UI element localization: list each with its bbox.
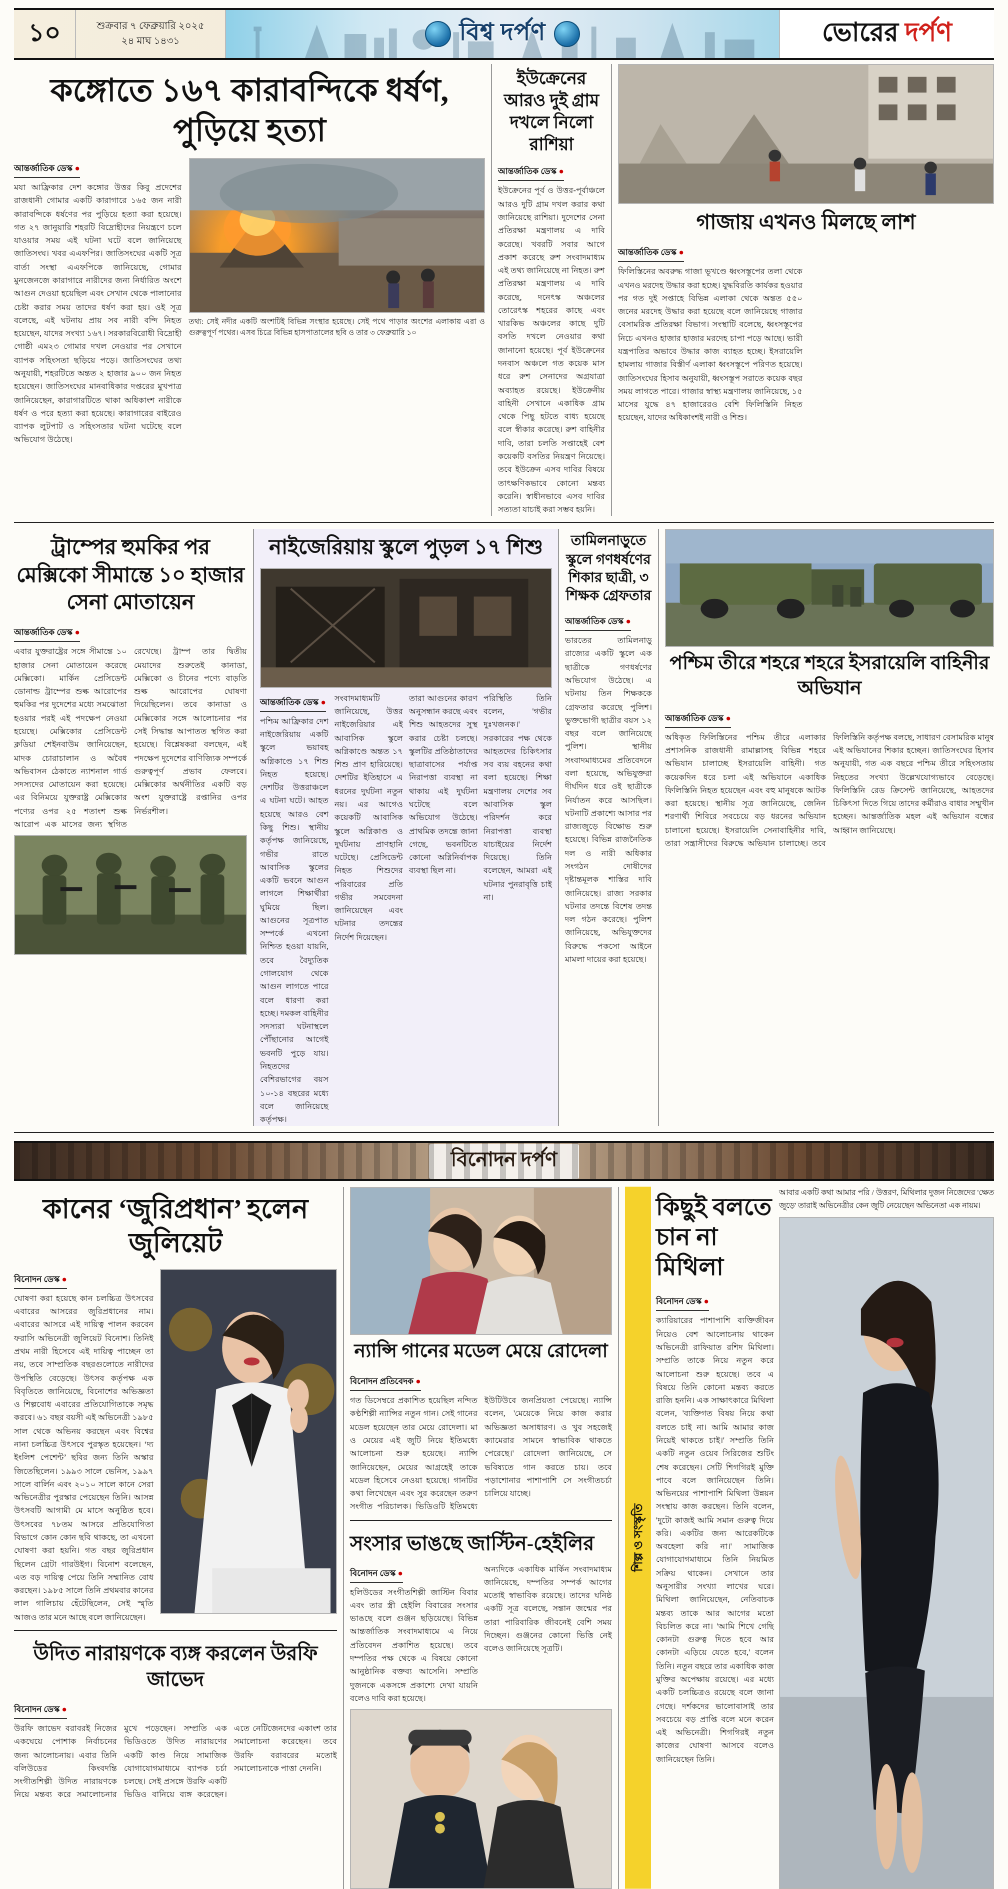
udit-story — [14, 1630, 337, 1802]
tamilnadu-body: ভারতের তামিলনাড়ু রাজ্যের একটি স্কুলে এক ছাত্রীকে গণধর্ষণের অভিযোগ উঠেছে। এ ঘটনায় তিন শিক্ষককে গ্রেফতার করেছে পুলিশ। ভুক্তভোগী ছাত্রীর বয়স ১২ বছর বলে জানিয়েছে পুলিশ। স্থানীয় সংবাদমাধ্যমের প্রতিবেদনে বলা হয়েছে, অভিযুক্তরা দীর্ঘদিন ধরে ওই ছাত্রীকে নির্যাতন করে আসছিল। ঘটনাটি প্রকাশ্যে আসার পর রাজ্যজুড়ে বিক্ষোভ শুরু হয়েছে। বিভিন্ন রাজনৈতিক দল ও নারী অধিকার সংগঠন দোষীদের দৃষ্টান্তমূলক শাস্তির দাবি জানিয়েছে। রাজ্য সরকার ঘটনার তদন্তে বিশেষ তদন্ত দল গঠন করেছে। পুলিশ জানিয়েছে, অভিযুক্তদের বিরুদ্ধে পকসো আইনে মামলা দায়ের করা হয়েছে। — [565, 636, 652, 964]
entertainment-banner — [14, 1141, 994, 1181]
nancy-headline: ন্যান্সি গানের মডেল মেয়ে রোদেলা — [354, 1341, 608, 1363]
udit-byline: বিনোদন ডেস্ক ● — [14, 1703, 67, 1719]
nancy-byline: বিনোদন প্রতিবেদক ● — [350, 1375, 421, 1391]
ukraine-headline: ইউক্রেনের আরও দুই গ্রাম দখলে নিলো রাশিয়া — [503, 69, 600, 155]
juliette-binoche-photo — [160, 1269, 337, 1614]
date-bengali: ২৪ মাঘ ১৪৩১ — [121, 36, 180, 47]
westbank-headline: পশ্চিম তীরে শহরে শহরে ইসরায়েলি বাহিনীর অভিযান — [669, 653, 990, 700]
nancy-story — [344, 1187, 619, 1889]
tamilnadu-byline: আন্তর্জাতিক ডেস্ক ● — [565, 615, 631, 631]
entertainment-row — [14, 1187, 994, 1889]
gaza-body: ফিলিস্তিনের অবরুদ্ধ গাজা ভূখণ্ডে ধ্বংসস্তূপের তলা থেকে এখনও মরদেহ উদ্ধার করা হচ্ছে। যুদ্ধবিরতি কার্যকর হওয়ার পর গত দুই সপ্তাহে বিভিন্ন এলাকা থেকে অন্তত ৫৫০ জনের মরদেহ উদ্ধার করা হয়েছে বলে জানিয়েছে গাজার বেসামরিক প্রতিরক্ষা বিভাগ। সংস্থাটি বলেছে, ধ্বংসস্তূপের নিচে এখনও হাজার হাজার মরদেহ চাপা পড়ে আছে। ভারী যন্ত্রপাতির অভাবে উদ্ধার কাজ ব্যাহত হচ্ছে। ইসরায়েলি হামলায় গাজার বিস্তীর্ণ এলাকা ধ্বংসস্তূপে পরিণত হয়েছে। জাতিসংঘের হিসাব অনুযায়ী, ধ্বংসস্তূপ সরাতে কয়েক বছর সময় লাগতে পারে। গাজার স্বাস্থ্য মন্ত্রণালয় জানিয়েছে, ১৫ মাসের যুদ্ধে ৪৭ হাজারেরও বেশি ফিলিস্তিনি নিহত হয়েছেন, যাদের অধিকাংশই নারী ও শিশু। — [618, 267, 803, 423]
mexico-body: এবার যুক্তরাষ্ট্রের সঙ্গে সীমান্তে ১০ হাজার সেনা মোতায়েন করেছে মেক্সিকো। মার্কিন প্রেসিডেন্ট ডোনাল্ড ট্রাম্পের শুল্ক আরোপের হুমকির পর দুদেশের মধ্যে সমঝোতা হওয়ার পরই এই পদক্ষেপ নেওয়া হয়েছে। মেক্সিকোর প্রেসিডেন্ট ক্লডিয়া শেইনবাউম জানিয়েছেন, মাদক চোরাচালান ও অবৈধ অভিবাসন ঠেকাতে ন্যাশনাল গার্ড সদস্যদের মোতায়েন করা হয়েছে। এর বিনিময়ে যুক্তরাষ্ট্র মেক্সিকোর পণ্যের ওপর ২৫ শতাংশ শুল্ক আরোপ এক মাসের জন্য স্থগিত রেখেছে। ট্রাম্প তার দ্বিতীয় মেয়াদের শুরুতেই কানাডা, মেক্সিকো ও চীনের পণ্যে বাড়তি শুল্ক আরোপের ঘোষণা দিয়েছিলেন। তবে কানাডা ও মেক্সিকোর সঙ্গে আলোচনার পর সেই সিদ্ধান্ত আপাতত স্থগিত করা হয়েছে। বিশ্লেষকরা বলছেন, এই পদক্ষেপ দুদেশের বাণিজ্যিক সম্পর্কে গুরুত্বপূর্ণ প্রভাব ফেলবে। মেক্সিকোর অর্থনীতির একটি বড় অংশ যুক্তরাষ্ট্রে রপ্তানির ওপর নির্ভরশীল। — [14, 647, 247, 829]
section-banner — [226, 10, 779, 58]
lead-byline: আন্তর্জাতিক ডেস্ক ● — [14, 162, 80, 178]
nancy-body: গত ডিসেম্বরে প্রকাশিত হয়েছিল নন্দিত কণ্ঠশিল্পী ন্যান্সির নতুন গান। সেই গানের মডেল হয়েছেন তার মেয়ে রোদেলা। মা ও মেয়ের এই জুটি নিয়ে ইতিমধ্যে আলোচনা শুরু হয়েছে। ন্যান্সি জানিয়েছেন, মেয়ের আগ্রহেই তাকে মডেল হিসেবে নেওয়া হয়েছে। গানটির কথা লিখেছেন এবং সুর করেছেন তরুণ সংগীত পরিচালক। ভিডিওটি ইতিমধ্যে ইউটিউবে জনপ্রিয়তা পেয়েছে। ন্যান্সি বলেন, 'মেয়েকে নিয়ে কাজ করার অভিজ্ঞতা অসাধারণ। ও খুব সহজেই ক্যামেরার সামনে স্বাভাবিক থাকতে পেরেছে।' রোদেলা জানিয়েছে, সে ভবিষ্যতে গান করতে চায়। তবে পড়াশোনার পাশাপাশি সে সংগীতচর্চা চালিয়ে যাচ্ছে। — [350, 1396, 612, 1512]
congo-fire-photo — [189, 158, 485, 313]
mexico-story — [14, 529, 254, 1126]
cannes-story — [14, 1187, 344, 1889]
justin-headline: সংসার ভাঙছে জাস্টিন-হেইলির — [350, 1532, 595, 1555]
nigeria-school-photo — [260, 568, 552, 688]
mexico-soldiers-photo — [14, 835, 247, 955]
second-news-row — [14, 523, 994, 1133]
mexico-headline: ট্রাম্পের হুমকির পর মেক্সিকো সীমান্তে ১০ হাজার সেনা মোতায়েন — [16, 535, 245, 614]
nigeria-body-1: পশ্চিম আফ্রিকার দেশ নাইজেরিয়ায় একটি স্কুলে ভয়াবহ অগ্নিকাণ্ডে ১৭ শিশু নিহত হয়েছে। দেশটির উত্তরাঞ্চলে এ ঘটনা ঘটে। আহত হয়েছে আরও বেশ কিছু শিশু। স্থানীয় কর্তৃপক্ষ জানিয়েছে, গভীর রাতে আবাসিক স্কুলের একটি ভবনে আগুন লাগলে শিক্ষার্থীরা ঘুমিয়ে ছিল। আগুনের সূত্রপাত সম্পর্কে এখনো নিশ্চিত হওয়া যায়নি, তবে বৈদ্যুতিক গোলযোগ থেকে আগুন লাগতে পারে বলে ধারণা করা হচ্ছে। দমকল বাহিনীর সদস্যরা ঘটনাস্থলে পৌঁছানোর আগেই ভবনটি পুড়ে যায়। নিহতদের বেশিরভাগের বয়স ১০-১৪ বছরের মধ্যে বলে জানিয়েছে কর্তৃপক্ষ। — [260, 716, 329, 1125]
ukraine-byline: আন্তর্জাতিক ডেস্ক ● — [498, 165, 564, 181]
newspaper-page — [0, 8, 1008, 1800]
justin-hailey-photo — [350, 1709, 612, 1889]
cannes-headline: কানের ‘জুরিপ্রধান’ হলেন জুলিয়েট — [42, 1194, 309, 1259]
justin-story — [350, 1520, 612, 1889]
mexico-byline: আন্তর্জাতিক ডেস্ক ● — [14, 626, 80, 642]
nigeria-body-2: সংবাদমাধ্যমটি জানিয়েছে, উত্তর নাইজেরিয়ার এই আবাসিক স্কুলে অগ্নিকাণ্ডে অন্তত ১৭ শিশু প্রাণ হারিয়েছে। দেশটির ইতিহাসে এ ধরনের দুর্ঘটনা নতুন নয়। এর আগেও কয়েকটি আবাসিক স্কুলে অগ্নিকাণ্ড ও দুর্ঘটনায় প্রাণহানি ঘটেছে। প্রেসিডেন্ট নিহত শিশুদের পরিবারের প্রতি গভীর সমবেদনা জানিয়েছেন এবং ঘটনার তদন্তের নির্দেশ দিয়েছেন। — [334, 693, 403, 942]
culture-vertical-label: শিল্প ও সংস্কৃতি — [625, 1187, 651, 1889]
udit-headline: উদিত নারায়ণকে ব্যঙ্গ করলেন উরফি জাভেদ — [33, 1642, 318, 1691]
nigeria-body-4: পরিস্থিতি তিনি বলেন, 'গভীর দুঃখজনক।' সরকারের পক্ষ থেকে আহতদের চিকিৎসার সব ব্যয় বহনের কথা বলা হয়েছে। শিক্ষা মন্ত্রণালয় দেশের সব আবাসিক স্কুল পরিদর্শন করে নিরাপত্তা ব্যবস্থা যাচাইয়ের নির্দেশ দিয়েছে। তিনি বলেছেন, আমরা এই ঘটনার পুনরাবৃত্তি চাই না। — [483, 693, 552, 902]
section-title: বিশ্ব দর্পণ — [459, 20, 546, 46]
tamilnadu-story — [559, 529, 659, 1126]
filmstrip-decoration — [14, 1143, 994, 1179]
nigeria-byline: আন্তর্জাতিক ডেস্ক ● — [260, 696, 326, 712]
top-news-row — [14, 64, 994, 523]
mithila-byline: বিনোদন ডেস্ক ● — [656, 1295, 709, 1311]
lead-photo-wrap — [189, 158, 485, 447]
date-box — [76, 10, 226, 58]
justin-byline: বিনোদন ডেস্ক ● — [350, 1567, 403, 1583]
paper-logo-text: ভোরের দর্পণ — [821, 18, 953, 47]
gaza-headline: গাজায় এখনও মিলছে লাশ — [696, 210, 916, 234]
cannes-byline: বিনোদন ডেস্ক ● — [14, 1273, 67, 1289]
entertainment-section-title: বিনোদন দর্পণ — [429, 1144, 579, 1179]
nancy-daughter-photo — [350, 1187, 612, 1335]
westbank-byline: আন্তর্জাতিক ডেস্ক ● — [665, 712, 731, 728]
ukraine-story — [492, 64, 612, 516]
westbank-body: অধিকৃত ফিলিস্তিনের পশ্চিম তীরে এলাকার প্রশাসনিক রাজধানী রামাল্লাসহ বিভিন্ন শহরে অভিযান চালাচ্ছে ইসরায়েলি বাহিনী। গত কয়েকদিন ধরে চলা এই অভিযানে একাধিক ফিলিস্তিনি নিহত হয়েছেন এবং বহু মানুষকে আটক করা হয়েছে। স্থানীয় সূত্র জানিয়েছে, জেনিন শরণার্থী শিবিরে সবচেয়ে বড় ধরনের অভিযান চালানো হয়েছে। ইসরায়েলি সেনাবাহিনীর দাবি, তারা সন্ত্রাসীদের বিরুদ্ধে অভিযান চালাচ্ছে। তবে ফিলিস্তিনি কর্তৃপক্ষ বলছে, সাধারণ বেসামরিক মানুষ এই অভিযানের শিকার হচ্ছেন। জাতিসংঘের হিসাব অনুযায়ী, গত এক বছরে পশ্চিম তীরে সহিংসতায় নিহতের সংখ্যা উল্লেখযোগ্যভাবে বেড়েছে। ফিলিস্তিনি রেড ক্রিসেন্ট জানিয়েছে, আহতদের চিকিৎসা দিতে গিয়ে তাদের কর্মীরাও বাধার সম্মুখীন হচ্ছেন। আন্তর্জাতিক মহল এই অভিযান বন্ধের আহ্বান জানিয়েছে। — [665, 732, 994, 849]
tamilnadu-headline: তামিলনাড়ুতে স্কুলে গণধর্ষণের শিকার ছাত্রী, ৩ শিক্ষক গ্রেফতার — [565, 534, 652, 604]
gaza-byline: আন্তর্জাতিক ডেস্ক ● — [618, 246, 684, 262]
globe-icon-2 — [554, 21, 580, 47]
westbank-story — [659, 529, 994, 1126]
gaza-story — [612, 64, 994, 516]
page-number: ১০ — [14, 10, 76, 58]
lead-body: মযা আফ্রিকার দেশ কঙ্গোর উত্তর কিবু প্রদেশের রাজধানী গোমার একটি কারাগারে ১৬৫ জন নারী কারাবন্দিকে ধর্ষণের পর পুড়িয়ে হত্যা করা হয়েছে। গত ২৭ জানুয়ারি শহরটি বিদ্রোহীদের নিয়ন্ত্রণে চলে যাওয়ার সময় এই ঘটনা ঘটে বলে জানিয়েছে জাতিসংঘ। খবর এএফপির। জাতিসংঘের একটি সূত্র বার্তা সংস্থা এএফপিকে জানিয়েছে, গোমার মুনজেনজে কারাগারে নারীদের জন্য নির্ধারিত অংশে আগুন দেওয়া হয়েছিল এবং সেখান থেকে পালানোর চেষ্টা করার সময় তাদের ধর্ষণ করা হয়। ওই সূত্র বলেছে, এই ঘটনায় প্রায় সব নারী বন্দি নিহত হয়েছেন, যাদের সংখ্যা ১৬৭। সরকারবিরোধী বিদ্রোহী গোষ্ঠী এম২৩ গোমার দখল নেওয়ার পর সেখানে ব্যাপক সহিংসতা ছড়িয়ে পড়ে। জাতিসংঘের তথ্য অনুযায়ী, শহরটিতে অন্তত ২ হাজার ৯০০ জন নিহত হয়েছেন। জাতিসংঘের মানবাধিকার দপ্তরের মুখপাত্র জানিয়েছেন, কারাগারটিতে থাকা অধিকাংশ নারীকে ধর্ষণ ও পরে হত্যা করা হয়েছে। কারাগারের বাইরেও ব্যাপক লুটপাট ও সহিংসতার ঘটনা ঘটেছে বলে অভিযোগ উঠেছে। — [14, 183, 182, 445]
mithila-body: ক্যারিয়ারের পাশাপাশি ব্যক্তিজীবন নিয়েও বেশ আলোচনায় থাকেন অভিনেত্রী রাফিয়াত রশিদ মিথিলা। সম্প্রতি তাকে নিয়ে নতুন করে আলোচনা শুরু হয়েছে। তবে এ বিষয়ে তিনি কোনো মন্তব্য করতে রাজি হননি। এক সাক্ষাৎকারে মিথিলা বলেন, 'ব্যক্তিগত বিষয় নিয়ে কথা বলতে চাই না। আমি আমার কাজ নিয়েই থাকতে চাই।' সম্প্রতি তিনি একটি নতুন ওয়েব সিরিজের শুটিং শেষ করেছেন। সেটি শিগগিরই মুক্তি পাবে বলে জানিয়েছেন তিনি। অভিনয়ের পাশাপাশি মিথিলা উন্নয়ন সংস্থায় কাজ করছেন। তিনি বলেন, 'দুটো কাজই আমি সমান গুরুত্ব দিয়ে করি। একটির জন্য আরেকটিকে অবহেলা করি না।' সামাজিক যোগাযোগমাধ্যমে তিনি নিয়মিত সক্রিয় থাকেন। সেখানে তার অনুসারীর সংখ্যা লাখের ঘরে। মিথিলা জানিয়েছেন, নেতিবাচক মন্তব্য তাকে আর আগের মতো বিচলিত করে না। 'আমি শিখে গেছি কোনটা গুরুত্ব দিতে হবে আর কোনটা এড়িয়ে যেতে হবে,' বলেন তিনি। নতুন বছরে তার একাধিক কাজ মুক্তির অপেক্ষায় রয়েছে। এর মধ্যে একটি চলচ্চিত্রও রয়েছে বলে জানা গেছে। দর্শকদের ভালোবাসাই তার সবচেয়ে বড় প্রাপ্তি বলে মনে করেন এই অভিনেত্রী। শিগগিরই নতুন কাজের ঘোষণা আসবে বলেও জানিয়েছেন তিনি। — [656, 1316, 774, 1764]
gaza-rubble-photo — [618, 64, 994, 204]
lead-text-col — [14, 158, 182, 447]
justin-body-2: অন্যদিকে একাধিক মার্কিন সংবাদমাধ্যম জানিয়েছে, দম্পতির সম্পর্ক আগের মতোই স্বাভাবিক রয়েছে। তাদের ঘনিষ্ঠ একটি সূত্র বলেছে, সন্তান জন্মের পর তারা পারিবারিক জীবনেই বেশি সময় দিচ্ছেন। গুঞ্জনের কোনো ভিত্তি নেই বলেও জানিয়েছে সূত্রটি। — [484, 1564, 612, 1654]
mithila-headline: কিছুই বলতে চান না মিথিলা — [656, 1195, 772, 1282]
justin-body-1: হলিউডের সংগীতশিল্পী জাস্টিন বিবার এবং তার স্ত্রী হেইলি বিবারের সংসার ভাঙছে বলে গুঞ্জন ছড়িয়েছে। বিভিন্ন আন্তর্জাতিক সংবাদমাধ্যমে এ নিয়ে প্রতিবেদন প্রকাশিত হয়েছে। তবে দম্পতির পক্ষ থেকে এ বিষয়ে কোনো আনুষ্ঠানিক বক্তব্য আসেনি। সম্প্রতি দুজনকে একসঙ্গে প্রকাশ্যে দেখা যায়নি বলেও দাবি করা হয়েছে। — [350, 1587, 478, 1703]
masthead — [14, 8, 994, 60]
ukraine-body: ইউক্রেনের পূর্ব ও উত্তর-পূর্বাঞ্চলে আরও দুটি গ্রাম দখল করার কথা জানিয়েছে রাশিয়া। দুদেশের সেনা প্রতিরক্ষা মন্ত্রণালয় এ দাবি করেছে। খবরটি সবার আগে প্রকাশ করেছে রুশ সংবাদমাধ্যম এই তথ্য জানিয়েছে না নিহত। রুশ প্রতিরক্ষা মন্ত্রণালয় এ দাবি করেছে, দনেৎস্ক অঞ্চলের তোরেৎস্ক শহরের কাছে এবং খারকিভ অঞ্চলের কাছে দুটি বসতি দখলে নেওয়ার কথা জানানো হয়েছে। পূর্ব ইউক্রেনের দনবাস অঞ্চলে গত কয়েক মাস ধরে রুশ সেনাদের অগ্রযাত্রা অব্যাহত রয়েছে। ইউক্রেনীয় বাহিনী সেখানে একাধিক গ্রাম থেকে পিছু হটতে বাধ্য হয়েছে বলে স্বীকার করেছে। রুশ বাহিনীর দাবি, তারা চলতি সপ্তাহেই বেশ কয়েকটি বসতির নিয়ন্ত্রণ নিয়েছে। তবে ইউক্রেন এসব দাবির বিষয়ে তাৎক্ষণিকভাবে কোনো মন্তব্য করেনি। স্বাধীনভাবে এসব দাবির সত্যতা যাচাই করা সম্ভব হয়নি। — [498, 186, 605, 515]
lead-story — [14, 64, 492, 516]
mithila-side-note: আবার একটি কথা আমার পরি / উত্তরণ, মিথিলার দুজন নিজেদের 'ক্ষেত জুড়ে' তারাই অভিনেত্রীর কেন জুটি নেয়েছেন অভিনেতা এক নায়ম। — [779, 1188, 994, 1211]
lead-photo-caption: তথ্য: সেই নদীর একটি অংশটিই বিভিন্ন সংস্থার হয়েছে। সেই পথে পাড়ার অংশের এলাকায় এরা ও গুরুত্বপূর্ণ পথের। এসব চিত্রে বিভিন্ন হাসপাতালের ছবি ও তার ৩ ফেব্রুয়ারি ১০ — [188, 317, 485, 338]
mithila-story — [619, 1187, 994, 1889]
nigeria-body-3: তারা আগুনের কারণ অনুসন্ধান করছে এবং শিশু আহতদের সুস্থ করার চেষ্টা চলছে। স্কুলটির প্রতিষ্ঠাতাদের ছাত্রাবাসের পর্যাপ্ত নিরাপত্তা ব্যবস্থা না থাকায় এই দুর্ঘটনা ঘটেছে বলে অভিযোগ উঠেছে। প্রাথমিক তদন্তে জানা গেছে, ভবনটিতে কোনো অগ্নিনির্বাপক ব্যবস্থা ছিল না। — [409, 693, 478, 876]
nigeria-headline: নাইজেরিয়ায় স্কুলে পুড়ল ১৭ শিশু — [268, 535, 544, 560]
udit-body: উরফি জাভেদ বরাবরই নিজের একঘেয়ে পোশাক নির্বাচনের জন্য আলোচনায়। এবার তিনি বলিউডের কিংবদন্তি সংগীতশিল্পী উদিত নারায়ণকে নিয়ে মন্তব্য করে সমালোচনার মুখে পড়েছেন। সম্প্রতি এক ভিডিওতে উদিত নারায়ণের একটি কাণ্ড নিয়ে সামাজিক যোগাযোগমাধ্যমে ব্যাপক চর্চা চলছে। সেই প্রসঙ্গে উরফি একটি ভিডিও বানিয়ে ব্যঙ্গ করেছেন। এতে নেটিজেনদের একাংশ তার সমালোচনা করেছেন। তবে উরফি বরাবরের মতোই সমালোচনাকে পাত্তা দেননি। — [14, 1723, 337, 1800]
lead-headline: কঙ্গোতে ১৬৭ কারাবন্দিকে ধর্ষণ, পুড়িয়ে হত্যা — [50, 72, 449, 148]
cannes-body: ঘোষণা করা হয়েছে কান চলচ্চিত্র উৎসবের এবারের আসরের জুরিপ্রধানের নাম। এবারের আসরে এই দায়িত্ব পালন করবেন ফরাসি অভিনেত্রী জুলিয়েট বিনোশ। তিনিই প্রথম নারী হিসেবে এই দায়িত্ব পাচ্ছেন তা নয়, তবে সাম্প্রতিক বছরগুলোতে নারীদের উপস্থিতি বেড়েছে। উৎসব কর্তৃপক্ষ এক বিবৃতিতে জানিয়েছে, বিনোশের অভিজ্ঞতা ও শিল্পবোধ এবারের প্রতিযোগিতাকে সমৃদ্ধ করবে। ৬১ বছর বয়সী এই অভিনেত্রী ১৯৮৫ সাল থেকে অভিনয় করছেন এবং বিশ্বের নানা চলচ্চিত্র উৎসবে পুরস্কৃত হয়েছেন। ‘দ্য ইংলিশ পেশেন্ট’ ছবির জন্য তিনি অস্কার জিতেছিলেন। ১৯৯৩ সালে ভেনিস, ১৯৯৭ সালে বার্লিন এবং ২০১০ সালে কানে সেরা অভিনেত্রীর পুরস্কার পেয়েছেন তিনি। আসন্ন উৎসবটি আগামী মে মাসে অনুষ্ঠিত হবে। উৎসবের ৭৮তম আসরে প্রতিযোগিতা বিভাগে কোন কোন ছবি থাকছে, তা এখনো ঘোষণা করা হয়নি। গত বছর জুরিপ্রধান ছিলেন গ্রেটা গারউইগ। বিনোশ বলেছেন, এত বড় দায়িত্ব পেয়ে তিনি সম্মানিত বোধ করছেন। ১৯৮৫ সালে তিনি প্রথমবার কানের লাল গালিচায় হেঁটেছিলেন, সেই স্মৃতি আজও তার মনে আছে বলে জানিয়েছেন। — [14, 1293, 154, 1622]
mithila-photo — [779, 1217, 994, 1889]
paper-logo — [779, 10, 994, 58]
date-gregorian: শুক্রবার ৭ ফেব্রুয়ারি ২০২৫ — [96, 21, 205, 32]
nigeria-story — [254, 529, 559, 1126]
westbank-military-photo — [665, 529, 994, 647]
